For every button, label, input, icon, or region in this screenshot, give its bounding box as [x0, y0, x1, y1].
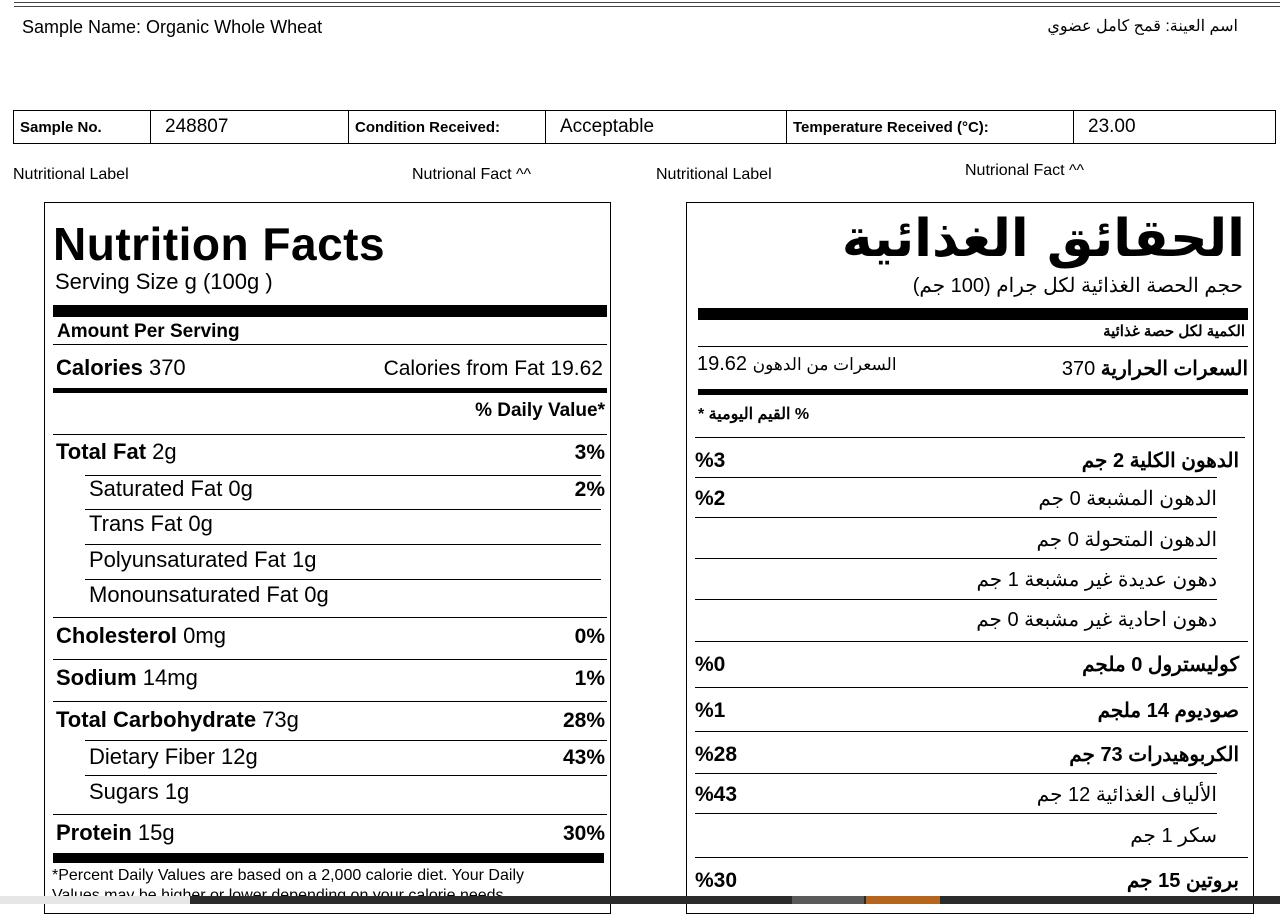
divider: [53, 814, 607, 815]
nutrient-amount: 2g: [152, 439, 177, 464]
row-dietary-fiber: [89, 744, 605, 770]
medium-divider: [53, 388, 607, 393]
calories-from-fat-label: السعرات من الدهون: [752, 355, 897, 374]
row-sugars: [89, 779, 605, 805]
calories-from-fat-ar: [697, 353, 897, 376]
thick-divider: [53, 305, 607, 317]
row-ar-total-fat: [695, 448, 1239, 473]
condition-value: Acceptable: [546, 111, 787, 144]
row-ar-sugars: [695, 823, 1217, 848]
calories-row: [56, 355, 605, 381]
nutrient-name: Polyunsaturated Fat 1g: [89, 547, 317, 572]
sample-name-ar: اسم العينة: قمح كامل عضوي: [1047, 18, 1238, 35]
nutrient-pct-ar: %0: [695, 653, 726, 676]
divider: [85, 740, 607, 741]
divider: [695, 558, 1217, 559]
temperature-label: Temperature Received (°C):: [787, 111, 1074, 144]
nutrient-pct: 2%: [574, 478, 605, 501]
nutrient-name: Protein: [56, 820, 132, 845]
nutrient-pct: 0%: [574, 625, 605, 648]
calories-label-ar: السعرات الحرارية: [1100, 358, 1248, 380]
calories-from-fat: Calories from Fat 19.62: [383, 357, 603, 380]
taskbar: [0, 896, 1280, 904]
calories-label: Calories: [56, 355, 143, 380]
divider: [695, 773, 1217, 774]
divider: [695, 857, 1248, 858]
nutrient-pct-ar: %30: [695, 869, 738, 892]
nutrient-pct-ar: %43: [695, 783, 738, 806]
top-rule: [14, 2, 1280, 3]
thick-divider: [53, 853, 604, 863]
nutrient-pct: 30%: [562, 822, 605, 845]
serving-size: Serving Size g (100g ): [55, 269, 273, 294]
amount-per-serving: Amount Per Serving: [57, 321, 240, 342]
daily-value-header-ar: % القيم اليومية *: [698, 406, 810, 423]
sample-info-table: [13, 110, 1276, 144]
nutrient-name-ar: بروتين 15 جم: [1126, 870, 1239, 892]
thick-divider: [698, 308, 1248, 320]
nutrient-pct-ar: %2: [695, 487, 726, 510]
calories-ar: [1062, 356, 1248, 381]
nutrient-name: Total Fat: [56, 439, 147, 464]
calories-value-ar: 370: [1061, 358, 1096, 380]
nutrient-pct: 28%: [562, 709, 605, 732]
divider: [695, 641, 1248, 642]
divider: [695, 437, 1245, 438]
row-sodium: [56, 665, 605, 691]
taskbar-active-app[interactable]: [866, 896, 940, 904]
divider: [85, 775, 607, 776]
caption-right-label: Nutritional Label: [656, 166, 772, 183]
nutrition-facts-panel-en: [44, 202, 611, 914]
nutrient-name-ar: دهون احادية غير مشبعة 0 جم: [976, 609, 1217, 631]
serving-size-ar: حجم الحصة الغذائية لكل جرام (100 جم): [912, 275, 1243, 297]
medium-divider: [698, 389, 1248, 395]
divider: [695, 687, 1248, 688]
divider: [695, 599, 1217, 600]
nutrient-amount: 0mg: [183, 623, 226, 648]
row-ar-saturated-fat: [695, 486, 1217, 511]
nutrient-pct-ar: %1: [695, 699, 726, 722]
nutrient-amount: 15g: [137, 820, 175, 845]
nutrition-facts-title-ar: الحقائق الغذائية: [841, 209, 1245, 269]
taskbar-app[interactable]: [792, 896, 864, 904]
top-rule-2: [14, 6, 1280, 7]
divider: [695, 517, 1217, 518]
row-ar-carbohydrate: [695, 742, 1239, 767]
row-ar-dietary-fiber: [695, 782, 1217, 807]
caption-left-fact: Nutrional Fact ^^: [412, 166, 532, 183]
divider: [695, 813, 1217, 814]
nutrient-name-ar: سكر 1 جم: [1130, 825, 1217, 847]
row-ar-polyunsaturated-fat: [695, 567, 1217, 592]
caption-left-label: Nutritional Label: [13, 166, 129, 183]
condition-label: Condition Received:: [349, 111, 546, 144]
nutrient-name-ar: الدهون المتحولة 0 جم: [1036, 529, 1217, 551]
nutrient-name: Sodium: [56, 665, 137, 690]
nutrient-name: Saturated Fat 0g: [89, 476, 253, 501]
nutrient-name-ar: دهون عديدة غير مشبعة 1 جم: [976, 569, 1217, 591]
nutrient-amount: 73g: [262, 707, 299, 732]
caption-right-fact: Nutrional Fact ^^: [965, 162, 1085, 179]
nutrient-name-ar: كوليسترول 0 ملجم: [1082, 654, 1239, 676]
nutrient-name: Monounsaturated Fat 0g: [89, 582, 329, 607]
divider: [85, 544, 601, 545]
calories-from-fat-value: 19.62: [697, 353, 748, 375]
divider: [53, 434, 607, 435]
temperature-value: 23.00: [1074, 111, 1276, 144]
nutrient-pct: 3%: [574, 441, 605, 464]
nutrient-name-ar: الدهون الكلية 2 جم: [1081, 450, 1239, 472]
amount-per-serving-ar: الكمية لكل حصة غذائية: [1103, 323, 1245, 340]
divider: [53, 344, 607, 345]
daily-value-header: % Daily Value*: [475, 400, 605, 421]
nutrient-name-ar: الألياف الغذائية 12 جم: [1036, 784, 1217, 806]
sample-no-value: 248807: [151, 111, 349, 144]
divider: [698, 346, 1248, 347]
nutrient-pct-ar: %28: [695, 743, 738, 766]
nutrient-pct: 1%: [574, 667, 605, 690]
nutrient-name-ar: الكربوهيدرات 73 جم: [1069, 744, 1239, 766]
row-total-carbohydrate: [56, 707, 605, 733]
divider: [53, 701, 607, 702]
divider: [53, 659, 607, 660]
nutrition-facts-title: Nutrition Facts: [53, 218, 386, 270]
nutrient-name: Trans Fat 0g: [89, 511, 213, 536]
row-protein: [56, 820, 605, 846]
nutrient-name-ar: الدهون المشبعة 0 جم: [1038, 488, 1217, 510]
row-ar-trans-fat: [695, 527, 1217, 552]
divider: [695, 477, 1217, 478]
divider: [695, 731, 1248, 732]
row-polyunsaturated-fat: [89, 547, 605, 573]
row-ar-protein: [695, 868, 1239, 893]
sample-no-label: Sample No.: [14, 111, 151, 144]
divider: [53, 617, 607, 618]
row-monounsaturated-fat: [89, 582, 605, 608]
nutrient-name: Total Carbohydrate: [56, 707, 257, 732]
row-cholesterol: [56, 623, 605, 649]
row-total-fat: [56, 439, 605, 465]
row-ar-sodium: [695, 698, 1239, 723]
sample-name-en: Sample Name: Organic Whole Wheat: [22, 17, 323, 37]
calories-value: 370: [148, 355, 186, 380]
row-trans-fat: [89, 511, 605, 537]
nutrient-amount: 14mg: [142, 665, 198, 690]
row-ar-monounsaturated-fat: [695, 607, 1217, 632]
nutrition-facts-panel-ar: [686, 202, 1254, 914]
nutrient-pct: 43%: [562, 746, 605, 769]
nutrient-name: Dietary Fiber 12g: [89, 744, 258, 769]
divider: [85, 579, 601, 580]
daily-value-footnote: *Percent Daily Values are based on a 2,000 calorie diet. Your Daily: [52, 867, 524, 884]
nutrient-pct-ar: %3: [695, 449, 726, 472]
nutrient-name: Sugars 1g: [89, 779, 190, 804]
row-ar-cholesterol: [695, 652, 1239, 677]
row-saturated-fat: [89, 476, 605, 502]
divider: [85, 509, 601, 510]
nutrient-name-ar: صوديوم 14 ملجم: [1097, 700, 1239, 722]
nutrient-name: Cholesterol: [56, 623, 178, 648]
taskbar-start-area[interactable]: [0, 896, 190, 904]
